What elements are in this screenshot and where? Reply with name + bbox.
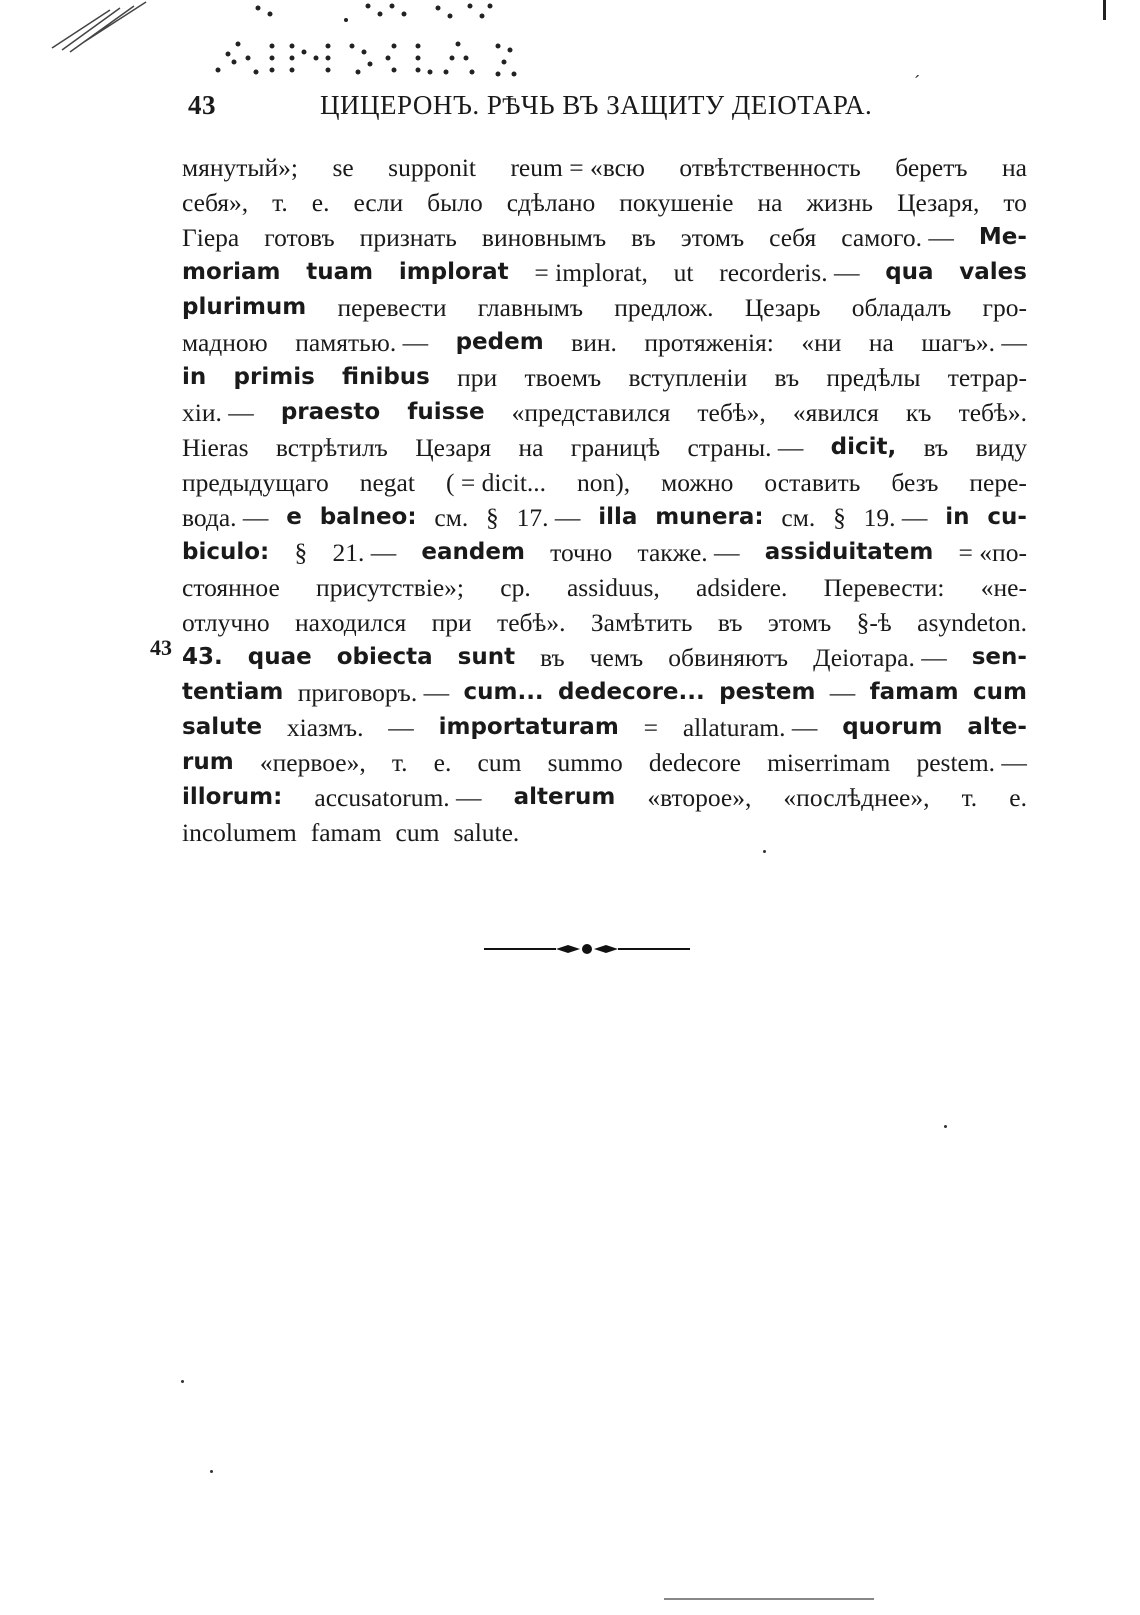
text-word: виновнымъ [481, 223, 607, 252]
bold-lemma: e [286, 504, 302, 530]
text-word: non), [577, 468, 631, 497]
text-word: Перевести: [823, 573, 945, 602]
text-word: обладалъ [851, 293, 952, 322]
text-word: хіазмъ. [286, 713, 364, 742]
text-word: приговоръ. — [297, 678, 450, 707]
bold-lemma: vales [959, 259, 1027, 285]
text-word: отлучно [182, 608, 270, 637]
text-word: — [388, 713, 414, 742]
text-word: negat [359, 468, 415, 497]
text-line [182, 185, 1027, 220]
text-line [182, 780, 1027, 815]
page-number: 43 [188, 90, 216, 120]
bottom-edge-bleed [664, 1598, 874, 1606]
ink-speck [181, 1380, 184, 1383]
text-word: чемъ [589, 643, 644, 672]
text-word: allaturam. — [682, 713, 818, 742]
commentary-text [182, 150, 1027, 850]
bold-lemma: famam [869, 679, 959, 705]
bold-lemma: alterum [513, 784, 616, 810]
text-word: cum [477, 748, 522, 777]
text-word: reum = «всю [510, 153, 645, 182]
text-word: также. — [637, 538, 740, 567]
text-word: мадною [182, 328, 268, 357]
text-word: pestem. — [916, 748, 1027, 777]
text-word: adsidere. [696, 573, 788, 602]
text-word: е. [1009, 783, 1027, 812]
text-word: въ [631, 223, 656, 252]
text-word: см. [781, 503, 816, 532]
bold-lemma: pedem [455, 329, 544, 355]
text-line [182, 255, 1027, 290]
text-word: обвиняютъ [668, 643, 789, 672]
text-line [182, 815, 1027, 850]
bold-lemma: cu- [987, 504, 1027, 530]
text-word: § [294, 538, 308, 567]
text-line [182, 640, 1027, 675]
bold-lemma: obiecta [336, 644, 433, 670]
text-word: вин. [571, 328, 617, 357]
end-ornament-rule [484, 938, 690, 960]
text-word: cum [395, 818, 440, 847]
bold-lemma: plurimum [182, 294, 307, 320]
text-word: можно [661, 468, 734, 497]
text-word: въ [774, 363, 800, 392]
bold-lemma: assiduitatem [764, 539, 934, 565]
text-word: то [1003, 188, 1027, 217]
text-word: se [332, 153, 354, 182]
bold-lemma: quorum [842, 714, 943, 740]
text-word: = [643, 713, 658, 742]
ink-tick-mark: ˊ [914, 72, 921, 92]
page-header [188, 72, 1028, 130]
text-word: стоянное [182, 573, 280, 602]
text-word: Деіотара. — [813, 643, 947, 672]
bold-lemma: in [945, 504, 970, 530]
text-word: главнымъ [477, 293, 584, 322]
bold-lemma: tentiam [182, 679, 284, 705]
text-line [182, 290, 1027, 325]
text-line [182, 745, 1027, 780]
text-word: § [486, 503, 499, 532]
bold-lemma: illorum: [182, 784, 283, 810]
text-word: тебѣ». [958, 398, 1027, 427]
text-word: страны. — [687, 433, 804, 462]
bold-lemma: 43. [182, 644, 223, 670]
bold-lemma: munera: [655, 504, 764, 530]
text-word: сдѣлано [506, 188, 596, 217]
text-word: Цезарь [744, 293, 821, 322]
text-line [182, 710, 1027, 745]
text-word: «не- [980, 573, 1027, 602]
text-word: = implorat, [534, 258, 648, 287]
bold-lemma: balneo: [319, 504, 417, 530]
text-word: recorderis. — [719, 258, 860, 287]
bold-lemma: qua [885, 259, 934, 285]
text-word: т. [391, 748, 408, 777]
text-word: Гіера [182, 223, 240, 252]
text-line [182, 465, 1027, 500]
bold-lemma: quae [247, 644, 312, 670]
text-word: т. [272, 188, 288, 217]
ink-speck [944, 1125, 947, 1128]
bold-lemma: cum [972, 679, 1027, 705]
text-word: мянутый»; [182, 153, 299, 182]
text-word: тебѣ». [497, 608, 566, 637]
text-word: «послѣднее», [783, 783, 930, 812]
text-word: при [457, 363, 498, 392]
bold-lemma: importaturam [438, 714, 619, 740]
text-word: находился [295, 608, 407, 637]
text-word: самого. — [841, 223, 954, 252]
text-word: памятью. — [295, 328, 429, 357]
text-word: dedecore [648, 748, 741, 777]
text-word: «второе», [647, 783, 752, 812]
bold-lemma: sunt [457, 644, 516, 670]
text-word: къ [905, 398, 932, 427]
text-word: отвѣтственность [679, 153, 861, 182]
text-word: безъ [891, 468, 939, 497]
text-word: — [829, 678, 856, 707]
bold-lemma: in [182, 364, 207, 390]
text-word: шагъ». — [921, 328, 1027, 357]
text-word: въ [717, 608, 743, 637]
text-word: famam [310, 818, 382, 847]
text-line [182, 150, 1027, 185]
page-edge-mark [1103, 0, 1106, 20]
text-word: вступленіи [628, 363, 748, 392]
text-word: ср. [500, 573, 531, 602]
text-word: § [833, 503, 846, 532]
text-word: на [868, 328, 894, 357]
text-word: е. [433, 748, 452, 777]
bold-lemma: dedecore... [558, 679, 705, 705]
text-word: «первое», [259, 748, 366, 777]
text-word: себя», [182, 188, 249, 217]
text-word: «представился [511, 398, 671, 427]
text-line [182, 500, 1027, 535]
ink-speck [763, 850, 766, 853]
text-line [182, 395, 1027, 430]
bold-lemma: alte- [967, 714, 1027, 740]
bold-lemma: cum... [463, 679, 544, 705]
bold-lemma: illa [598, 504, 638, 530]
text-word: точно [550, 538, 613, 567]
text-line [182, 605, 1027, 640]
bold-lemma: biculo: [182, 539, 270, 565]
text-line [182, 675, 1027, 710]
text-word: хіи. — [182, 398, 254, 427]
bold-lemma: salute [182, 714, 263, 740]
text-word: оставить [764, 468, 861, 497]
text-word: Hieras [182, 433, 249, 462]
bold-lemma: implorat [398, 259, 509, 285]
text-word: тетрар- [947, 363, 1027, 392]
ink-speck [210, 1470, 213, 1473]
text-line [182, 325, 1027, 360]
bold-lemma: sen- [971, 644, 1027, 670]
text-word: гро- [982, 293, 1027, 322]
running-head: ЦИЦЕРОНЪ. РѢЧЬ ВЪ ЗАЩИТУ ДЕІОТАРА. [320, 90, 873, 120]
bold-lemma: finibus [342, 364, 430, 390]
bold-lemma: eandem [421, 539, 525, 565]
text-word: границѣ [570, 433, 661, 462]
text-word: готовъ [264, 223, 335, 252]
text-word: себя [769, 223, 817, 252]
text-word: §-ѣ [856, 608, 892, 637]
text-word: присутствіе»; [316, 573, 465, 602]
text-word: см. [434, 503, 469, 532]
text-word: asyndeton. [917, 608, 1027, 637]
text-word: ut [673, 258, 694, 287]
text-word: 21. — [332, 538, 397, 567]
text-word: признать [359, 223, 457, 252]
text-word: покушеніе [619, 188, 734, 217]
text-word: встрѣтилъ [275, 433, 388, 462]
text-word: если [353, 188, 404, 217]
text-word: перевести [337, 293, 447, 322]
text-word: Замѣтить [590, 608, 693, 637]
text-word: т. [961, 783, 978, 812]
text-word: въ [540, 643, 565, 672]
bold-lemma: praesto [280, 399, 381, 425]
text-word: пере- [969, 468, 1027, 497]
text-word: на [757, 188, 783, 217]
bold-lemma: dicit, [830, 434, 897, 460]
text-word: предыдущаго [182, 468, 329, 497]
text-word: на [1002, 153, 1027, 182]
text-word: 19. — [863, 503, 928, 532]
text-word: этомъ [767, 608, 832, 637]
text-word: miserrimam [767, 748, 891, 777]
bold-lemma: tuam [306, 259, 374, 285]
library-perforation-stamp [208, 0, 548, 90]
bold-lemma: primis [233, 364, 315, 390]
bold-lemma: pestem [719, 679, 816, 705]
text-line [182, 220, 1027, 255]
text-word: тебѣ», [697, 398, 766, 427]
text-word: ( = dicit... [445, 468, 547, 497]
text-word: на [518, 433, 544, 462]
text-word: е. [311, 188, 330, 217]
text-word: вода. — [182, 503, 269, 532]
bold-lemma: moriam [182, 259, 281, 285]
text-word: при [431, 608, 472, 637]
text-word: твоемъ [524, 363, 602, 392]
text-word: жизнь [806, 188, 874, 217]
text-word: «явился [792, 398, 879, 427]
text-word: assiduus, [566, 573, 660, 602]
text-word: этомъ [680, 223, 745, 252]
text-line [182, 360, 1027, 395]
text-word: 17. — [516, 503, 581, 532]
text-word: supponit [388, 153, 476, 182]
text-word: salute. [453, 818, 520, 847]
bold-lemma: fuisse [407, 399, 485, 425]
text-line [182, 535, 1027, 570]
text-word: протяженія: [644, 328, 774, 357]
margin-section-number: 43 [150, 635, 172, 660]
text-word: виду [975, 433, 1027, 462]
text-word: summo [547, 748, 623, 777]
text-word: Цезаря [415, 433, 492, 462]
text-word: accusatorum. — [314, 783, 482, 812]
text-word: «ни [801, 328, 842, 357]
text-line [182, 570, 1027, 605]
text-word: предѣлы [826, 363, 921, 392]
bold-lemma: rum [182, 749, 234, 775]
text-word: въ [923, 433, 949, 462]
bold-lemma: Me- [978, 224, 1027, 250]
text-line [182, 430, 1027, 465]
pen-scratch-marks [50, 0, 150, 60]
text-word: Цезаря, [897, 188, 980, 217]
text-word: предлож. [614, 293, 714, 322]
text-word: = «по- [958, 538, 1027, 567]
text-word: беретъ [895, 153, 968, 182]
text-word: incolumem [182, 818, 297, 847]
text-word: было [427, 188, 483, 217]
